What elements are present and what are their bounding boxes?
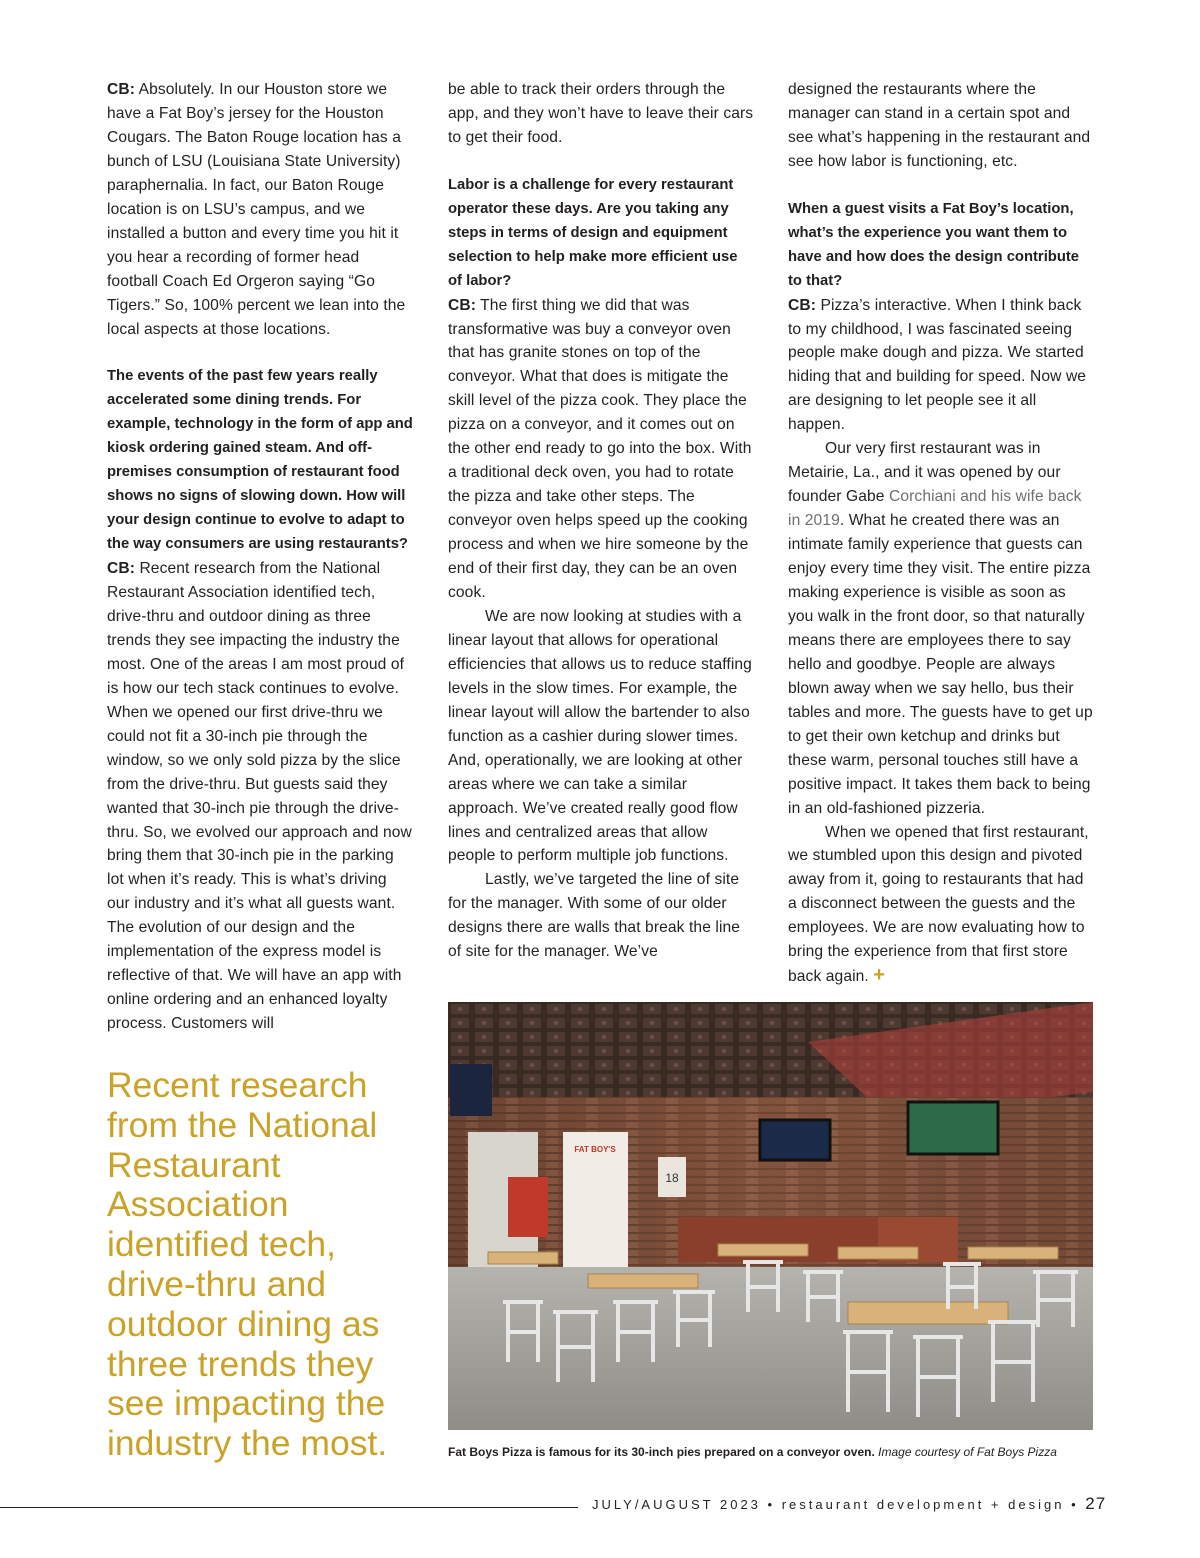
answer-paragraph [788, 294, 1094, 438]
sign-text: FAT BOY'S [574, 1145, 616, 1154]
speaker-label: CB: [107, 560, 136, 578]
caption-text: Fat Boys Pizza is famous for its 30-inch pies prepared on a conveyor oven. [448, 1445, 875, 1459]
answer-text: Recent research from the National Restaurant Association identified tech, drive-thru and outdoor dining as three trends they see impacting the industry the most. One of the areas I am most proud of is how our tech stack continues to evolve. When we opened our first drive-thru we could not fit a 30-inch pie through the window, so we only sold pizza by the slice from the drive-thru. But guests said they wanted that 30-inch pie through the drive-thru. So, we evolved our approach and now bring them that 30-inch pie in the parking lot when it’s ready. This is what’s driving our industry and it’s what all guests want. The evolution of our design and the implementation of the express model is reflective of that. We will have an app with online ordering and an enhanced loyalty process. Customers will [107, 560, 412, 1033]
bullet-separator: • [767, 1497, 776, 1512]
body-text: . What he created there was an intimate family experience that guests can enjoy every time they visit. The entire pizza making experience is visible as soon as you walk in the front door, so that naturally means there are employees there to say hello and goodbye. People are always blown away when we say hello, bus their tables and more. The guests have to get up to get their own ketchup and drinks but these warm, personal touches still have a positive impact. It takes them back to being in an old-fashioned pizzeria. [788, 512, 1093, 817]
article-column-1 [107, 78, 413, 1036]
body-text-light: Corchiani and his wife back in 2019 [788, 488, 1082, 530]
page-number: 27 [1085, 1494, 1107, 1513]
footer-rule [0, 1507, 578, 1508]
tv-screen [450, 1064, 492, 1116]
interview-question: Labor is a challenge for every restaurant operator these days. Are you taking any steps in terms of design and equipment selection to help make more efficient use of labor? [448, 176, 738, 289]
speaker-label: CB: [107, 81, 136, 98]
bullet-separator: • [1071, 1497, 1079, 1512]
interview-question: When a guest visits a Fat Boy’s location, what’s the experience you want them to have and how does the design contribute to that? [788, 200, 1080, 289]
end-mark-icon: + [873, 964, 886, 987]
article-column-2 [448, 78, 754, 964]
jersey-number: 18 [665, 1171, 679, 1185]
speaker-label: CB: [448, 296, 477, 314]
answer-text: The first thing we did that was transformative was buy a conveyor oven that has granite stones on top of the conveyor. What that does is mitigate the skill level of the pizza cook. They place the pizza on a conveyor, and it comes out on the other end ready to go into the box. With a traditional deck oven, you had to rotate the pizza and take other steps. The conveyor oven helps speed up the cooking process and when we hire someone by the end of their first day, they can be an oven cook. [448, 296, 752, 601]
body-paragraph: designed the restaurants where the manager can stand in a certain spot and see what’s happening in the restaurant and see how labor is functioning, etc. [788, 81, 1091, 170]
answer-paragraph [107, 557, 413, 1036]
body-paragraph [788, 437, 1094, 820]
tv-screen [760, 1120, 830, 1160]
article-column-3 [788, 78, 1094, 989]
body-paragraph: We are now looking at studies with a linear layout that allows for operational efficiencies that allows us to reduce staffing levels in the slow times. For example, the linear layout will allow the bartender to also function as a cashier during slower times. And, operationally, we are looking at other areas where we can take a similar approach. We’ve created really good flow lines and centralized areas that allow people to perform multiple job functions. [448, 607, 752, 865]
answer-paragraph [448, 294, 754, 605]
answer-text: Absolutely. In our Houston store we have a Fat Boy’s jersey for the Houston Cougars. The Baton Rouge location has a bunch of LSU (Louisiana State University) paraphernalia. In fact, our Baton Rouge location is on LSU’s campus, and we installed a button and every time you hit it you hear a recording of former head football Coach Ed Orgeron saying “Go Tigers.” So, 100% percent we lean into the local aspects at those locations. [107, 81, 406, 338]
page-footer [592, 1494, 1112, 1514]
speaker-label: CB: [788, 296, 817, 314]
body-paragraph: Lastly, we’ve targeted the line of site for the manager. With some of our older designs there are walls that break the line of site for the manager. We’ve [448, 871, 741, 961]
body-text: When we opened that first restaurant, we stumbled upon this design and pivoted away from it, going to restaurants that had a disconnect between the guests and the employees. We are now evaluating how to bring the experience from that first store back again. [788, 823, 1089, 986]
magazine-name: restaurant development + design [781, 1497, 1065, 1512]
answer-text: Pizza’s interactive. When I think back to my childhood, I was fascinated seeing people make dough and pizza. We started hiding that and building for speed. Now we are designing to let people see it all happen. [788, 296, 1087, 434]
photo-caption [448, 1444, 1108, 1460]
photo-credit: Image courtesy of Fat Boys Pizza [878, 1445, 1057, 1459]
answer-paragraph [107, 78, 413, 341]
concrete-floor [448, 1267, 1093, 1430]
tv-screen [908, 1102, 998, 1154]
pull-quote: Recent research from the National Restaurant Association identified tech, drive-thru and outdoor dining as three trends they see impacting the industry the most. [107, 1065, 388, 1464]
body-paragraph [788, 821, 1094, 990]
dining-room-illustration [448, 1002, 1093, 1430]
body-text: Our very first restaurant was in Metairie, La., and it was opened by our founder Gabe [788, 440, 1061, 506]
body-paragraph: be able to track their orders through the app, and they won’t have to leave their cars to get their food. [448, 81, 754, 146]
interview-question: The events of the past few years really accelerated some dining trends. For example, technology in the form of app and kiosk ordering gained steam. And off-premises consumption of restaurant food shows no signs of slowing down. How will your design continue to evolve to adapt to the way consumers are using restaurants? [107, 368, 413, 553]
soda-fountain [508, 1177, 548, 1237]
issue-date: JULY/AUGUST 2023 [592, 1497, 761, 1512]
restaurant-photo [448, 1002, 1093, 1430]
